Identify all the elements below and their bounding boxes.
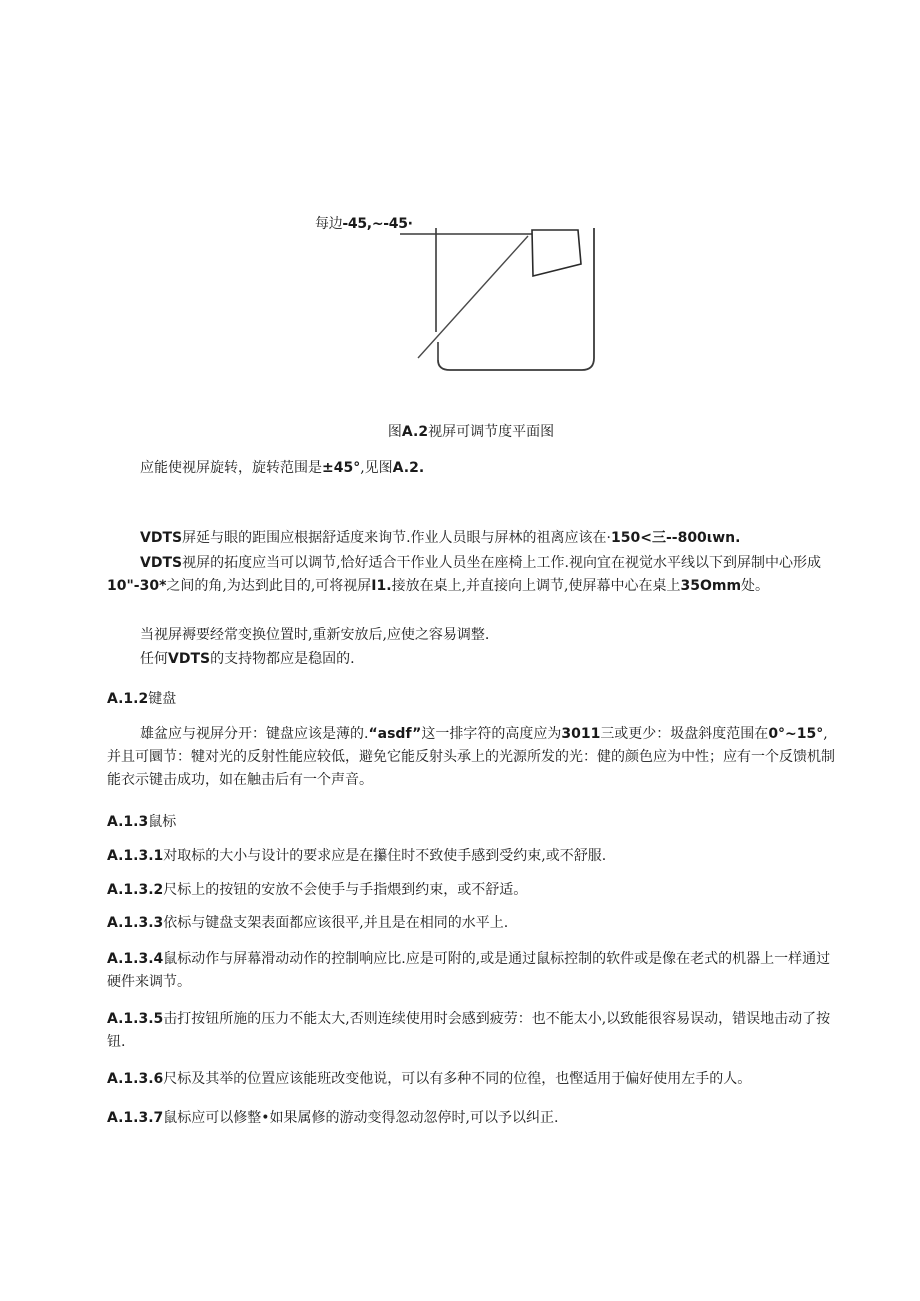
text: 的支持物都应是稳固的. (210, 651, 355, 667)
item-text: 鼠标应可以修整•如果属修的游动变得忽动忽停时,可以予以纠正. (163, 1110, 559, 1126)
paragraph-reposition: 当视屏褥要经常变换位置时,重新安放后,应使之容易调整. (140, 627, 490, 643)
mouse-item (107, 912, 837, 935)
item-number: A.1.3.2 (107, 882, 164, 898)
paragraph-rotation (107, 457, 837, 480)
item-number: A.1.3.7 (107, 1110, 164, 1126)
text: 这一排字符的高度应为 (421, 726, 562, 742)
section-heading-mouse (107, 811, 837, 834)
text: 接放在桌上,并直接向上调节,使屏幕中心在桌上 (391, 578, 681, 594)
text: 处。 (741, 578, 770, 594)
item-number: A.1.3.1 (107, 848, 164, 864)
text-bold: 0°~15° (768, 726, 824, 742)
section-title: 键盘 (148, 691, 177, 707)
item-text: 鼠标动作与屏幕滑动动作的控制响应比.应是可附的,或是通过鼠标控制的软件或是像在老式的机器上一样通过硬件来调节。 (107, 951, 831, 990)
text-bold: 35Omm (680, 578, 742, 594)
item-text: 对取标的大小与设计的要求应是在攥住时不致使手感到受约束,或不舒服. (163, 848, 607, 864)
paragraph-keyboard (107, 723, 837, 792)
text: 屏延与眼的距围应根据舒适度来询节.作业人员眼与屏林的祖离应该在· (182, 530, 611, 546)
mouse-item (107, 879, 837, 902)
caption-number: A.2 (401, 424, 429, 440)
mouse-item (107, 1008, 837, 1054)
text-bold: VDTS (140, 555, 183, 571)
text: 视屏的拓度应当可以调节,恰好适合干作业人员坐在座椅上工作.视向宜在视觉水平线以下到屏制中心形成 (182, 555, 821, 571)
item-number: A.1.3.3 (107, 915, 164, 931)
item-text: 尺标上的按钮的安放不会使手与手指煨到约束，或不舒适。 (163, 882, 528, 898)
text: ,见图 (360, 460, 393, 476)
figure-caption (0, 421, 920, 441)
diagram-screen-shape (532, 230, 581, 276)
text-bold: ±45° (322, 460, 361, 476)
text: ,并且可圜节：犍对光的反射性能应较低，避免它能反射头承上的光源所发的光：健的颜色应为中性；应有一个反馈机制能衣示键击成功，如在触击后有一个声音。 (107, 726, 835, 788)
angle-label-value: -45,~-45· (342, 216, 413, 232)
mouse-item (107, 845, 837, 868)
text-bold: VDTS (140, 530, 183, 546)
paragraph-distance (107, 527, 837, 550)
paragraph-height (107, 552, 837, 598)
text-bold: I1. (371, 578, 392, 594)
item-number: A.1.3.4 (107, 951, 164, 967)
item-text: 尺标及其举的位置应该能班改变他说，可以有多种不同的位徨，也慳适用于偏好使用左手的人。 (163, 1071, 752, 1087)
text: 应能使视屏旋转，旋转范围是 (140, 460, 322, 476)
text-bold: A.2. (392, 460, 425, 476)
text: 雄盆应与视屏分开：键盘应该是薄的. (140, 726, 369, 742)
mouse-item (107, 1107, 837, 1130)
item-number: A.1.3.6 (107, 1071, 164, 1087)
section-number: A.1.3 (107, 814, 149, 830)
mouse-item (107, 948, 837, 994)
text: 任何 (140, 651, 168, 667)
item-text: 击打按钮所施的压力不能太大,否则连续使用时会感到疲劳：也不能太小,以致能很容易误动，错误地击动了按钮. (107, 1011, 831, 1050)
text: 三或更少：圾盘斜度范围在 (600, 726, 769, 742)
section-heading-keyboard (107, 688, 837, 711)
section-number: A.1.2 (107, 691, 149, 707)
angle-label-prefix: 每边 (315, 216, 343, 232)
text-bold: VDTS (168, 651, 211, 667)
text-bold: 3011 (561, 726, 601, 742)
text-bold: 10"-30* (107, 578, 167, 594)
item-text: 依标与键盘支架表面都应该很平,并且是在相同的水平上. (163, 915, 509, 931)
diagram-diagonal-line (418, 236, 528, 358)
paragraph-support (107, 648, 837, 671)
caption-prefix: 图 (387, 424, 402, 440)
text: 之间的角,为达到此目的,可将视屏 (166, 578, 372, 594)
text-bold: 150<三--800ιwn. (611, 530, 741, 546)
diagram-angle-label (315, 213, 413, 233)
text-bold: “asdf” (368, 726, 422, 742)
section-title: 鼠标 (148, 814, 177, 830)
caption-text: 视屏可调节度平面图 (428, 424, 555, 440)
item-number: A.1.3.5 (107, 1011, 164, 1027)
mouse-item (107, 1068, 837, 1091)
